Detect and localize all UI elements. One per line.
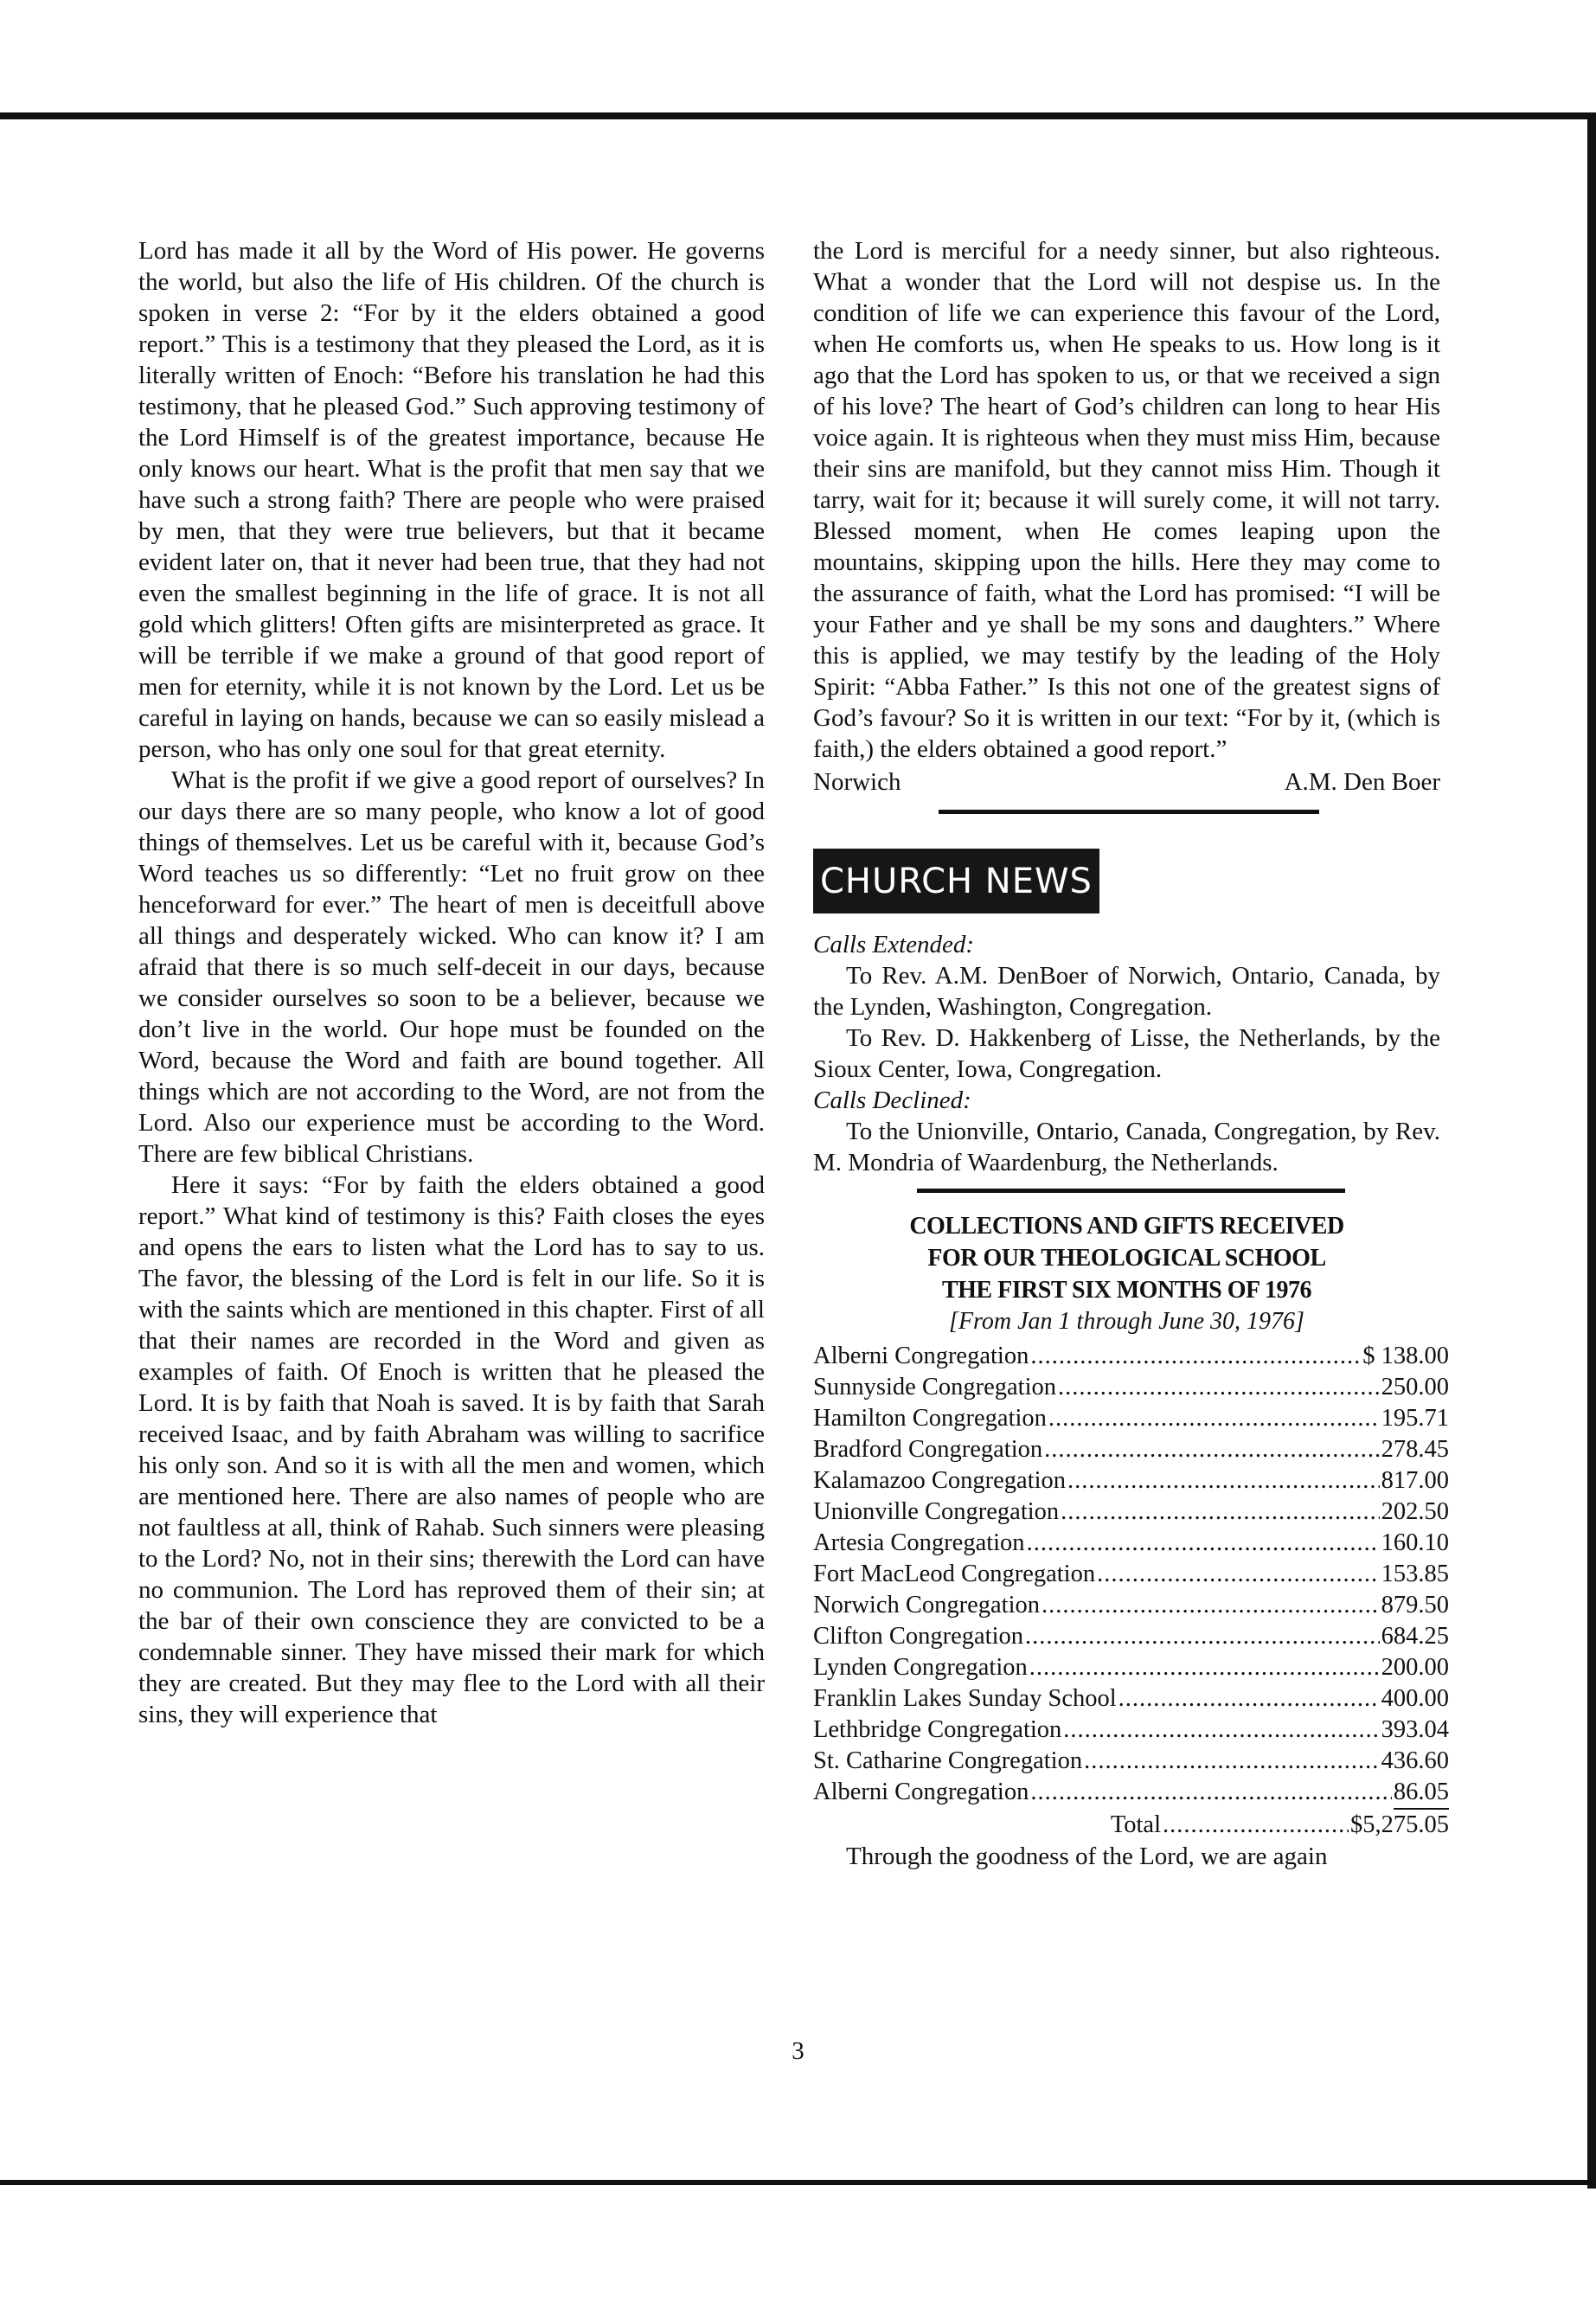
ledger-row bbox=[813, 1715, 1449, 1746]
collections-title-line: COLLECTIONS AND GIFTS RECEIVED bbox=[909, 1213, 1344, 1240]
signature-line bbox=[813, 766, 1440, 798]
amount: 817.00 bbox=[1381, 1467, 1449, 1494]
left-column bbox=[138, 235, 765, 1730]
dot-leader bbox=[1027, 1528, 1380, 1559]
dot-leader bbox=[1029, 1652, 1380, 1683]
congregation-name: Lynden Congregation bbox=[813, 1654, 1028, 1681]
ledger-row bbox=[813, 1559, 1449, 1590]
amount: 393.04 bbox=[1381, 1716, 1449, 1743]
amount: 278.45 bbox=[1381, 1436, 1449, 1463]
amount: 195.71 bbox=[1381, 1405, 1449, 1432]
ledger-row bbox=[813, 1746, 1449, 1777]
amount: 400.00 bbox=[1381, 1685, 1449, 1712]
congregation-name: Sunnyside Congregation bbox=[813, 1374, 1057, 1400]
congregation-name: Alberni Congregation bbox=[813, 1779, 1029, 1805]
church-news-banner: CHURCH NEWS bbox=[813, 849, 1099, 913]
congregation-name: Franklin Lakes Sunday School bbox=[813, 1685, 1117, 1712]
amount: 160.10 bbox=[1381, 1529, 1449, 1556]
signature-name: A.M. Den Boer bbox=[1284, 768, 1440, 796]
ledger-row bbox=[813, 1341, 1449, 1372]
collections-subtitle: [From Jan 1 through June 30, 1976] bbox=[949, 1308, 1304, 1335]
amount: 86.05 bbox=[1394, 1777, 1449, 1810]
dot-leader bbox=[1063, 1715, 1379, 1746]
total-amount: $5,275.05 bbox=[1350, 1811, 1449, 1838]
ledger-row bbox=[813, 1621, 1449, 1652]
signature-place: Norwich bbox=[813, 768, 901, 796]
congregation-name: Artesia Congregation bbox=[813, 1529, 1025, 1556]
ledger-row bbox=[813, 1403, 1449, 1434]
dot-leader bbox=[1030, 1777, 1392, 1808]
call-item: To the Unionville, Ontario, Canada, Congregation, by Rev. M. Mondria of Waardenburg, the Netherlands. bbox=[813, 1118, 1440, 1176]
congregation-name: Lethbridge Congregation bbox=[813, 1716, 1062, 1743]
call-item: To Rev. D. Hakkenberg of Lisse, the Netherlands, by the Sioux Center, Iowa, Congregation. bbox=[813, 1024, 1440, 1083]
dot-leader bbox=[1048, 1403, 1380, 1434]
dot-leader bbox=[1118, 1683, 1380, 1715]
dot-leader bbox=[1044, 1434, 1379, 1465]
ledger-row bbox=[813, 1497, 1449, 1528]
congregation-name: Norwich Congregation bbox=[813, 1592, 1040, 1618]
collections-ledger bbox=[813, 1341, 1449, 1841]
right-column bbox=[813, 235, 1449, 1872]
amount: 250.00 bbox=[1381, 1374, 1449, 1400]
dot-leader bbox=[1097, 1559, 1380, 1590]
ledger-row bbox=[813, 1652, 1449, 1683]
page-number: 3 bbox=[792, 2037, 804, 2065]
congregation-name: St. Catharine Congregation bbox=[813, 1747, 1083, 1774]
scan-top-border bbox=[0, 112, 1596, 119]
congregation-name: Clifton Congregation bbox=[813, 1623, 1024, 1650]
section-divider bbox=[939, 810, 1319, 814]
dot-leader bbox=[1058, 1372, 1380, 1403]
call-item: To Rev. A.M. DenBoer of Norwich, Ontario, Canada, by the Lynden, Washington, Congregation. bbox=[813, 962, 1440, 1021]
amount: 684.25 bbox=[1381, 1623, 1449, 1650]
dot-leader bbox=[1030, 1341, 1361, 1372]
congregation-name: Alberni Congregation bbox=[813, 1343, 1029, 1369]
congregation-name: Bradford Congregation bbox=[813, 1436, 1043, 1463]
amount: $ 138.00 bbox=[1362, 1343, 1449, 1369]
total-label: Total bbox=[1110, 1811, 1161, 1838]
paragraph: the Lord is merciful for a needy sinner, but also righteous. What a wonder that the Lord will not despise us. In the condition of life we can experience this favour of the Lord, when He comforts us, when He speaks to us. How long is it ago that the Lord has spoken to us, or that we received a sign of his love? The heart of God’s children can long to hear His voice again. It is righteous when they must miss Him, because their sins are manifold, but they cannot miss Him. Though it tarry, wait for it; because it will surely come, it will not tarry. Blessed moment, when He comes leaping upon the mountains, skipping upon the hills. Here they may come to the assurance of faith, what the Lord has promised: “I will be your Father and ye shall be my sons and daughters.” Where this is applied, we may testify by the leading of the Holy Spirit: “Abba Father.” Is this not one of the greatest signs of God’s favour? So it is written in our text: “For by it, (which is faith,) the elders obtained a good report.” bbox=[813, 237, 1440, 763]
congregation-name: Fort MacLeod Congregation bbox=[813, 1561, 1096, 1587]
amount: 879.50 bbox=[1381, 1592, 1449, 1618]
ledger-row bbox=[813, 1528, 1449, 1559]
ledger-row bbox=[813, 1777, 1449, 1810]
amount: 202.50 bbox=[1381, 1498, 1449, 1525]
dot-leader bbox=[1163, 1810, 1349, 1841]
congregation-name: Kalamazoo Congregation bbox=[813, 1467, 1067, 1494]
ledger-total-row bbox=[813, 1810, 1449, 1841]
scan-right-border bbox=[1587, 112, 1596, 2189]
calls-declined-heading: Calls Declined: bbox=[813, 1086, 971, 1114]
scan-bottom-border bbox=[0, 2180, 1596, 2185]
dot-leader bbox=[1067, 1465, 1380, 1497]
paragraph: Lord has made it all by the Word of His power. He governs the world, but also the life of His children. Of the church is spoken in verse 2: “For by it the elders obtained a good report.” This is a testimony that they pleased the Lord, as it is literally written of Enoch: “Before his translation he had this testimony, that he pleased God.” Such approving testimony of the Lord Himself is of the greatest importance, because He only knows our heart. What is the profit that men say that we have such a strong faith? There are people who were praised by men, that they were true believers, but that it became evident later on, that it never had been true, that they had not even the smallest beginning in the life of grace. It is not all gold which glitters! Often gifts are misinterpreted as grace. It will be terrible if we make a ground of that good report of men for eternity, while it is not known by the Lord. Let us be careful in laying on hands, because we can so easily mislead a person, who has only one soul for that great eternity. bbox=[138, 237, 765, 763]
amount: 200.00 bbox=[1381, 1654, 1449, 1681]
collections-title bbox=[813, 1210, 1440, 1306]
ledger-row bbox=[813, 1372, 1449, 1403]
congregation-name: Unionville Congregation bbox=[813, 1498, 1060, 1525]
amount: 436.60 bbox=[1381, 1747, 1449, 1774]
section-divider bbox=[917, 1189, 1345, 1193]
paragraph: Through the goodness of the Lord, we are again bbox=[846, 1843, 1328, 1870]
collections-title-line: THE FIRST SIX MONTHS OF 1976 bbox=[941, 1277, 1312, 1304]
dot-leader bbox=[1061, 1497, 1379, 1528]
paragraph: Here it says: “For by faith the elders obtained a good report.” What kind of testimony is this? Faith closes the eyes and opens the ears to listen what the Lord has to say to us. The favor, the blessing of the Lord is felt in our life. So it is with the saints which are mentioned in this chapter. First of all that their names are recorded in the Word and given as examples of faith. Of Enoch is written that he pleased the Lord. It is by faith that Noah is saved. It is by faith that Sarah received Isaac, and by faith Abraham was willing to sacrifice his only son. And so it is with all the men and women, which are mentioned here. There are also names of people who are not faultless at all, think of Rahab. Such sinners were pleasing to the Lord? No, not in their sins; therewith the Lord can have no communion. The Lord has reproved them of their sin; at the bar of their own conscience they are convicted to be a condemnable sinner. They have missed their mark for which they are created. But they may flee to the Lord with all their sins, they will experience that bbox=[138, 1171, 765, 1728]
collections-title-line: FOR OUR THEOLOGICAL SCHOOL bbox=[927, 1245, 1326, 1272]
ledger-row bbox=[813, 1465, 1449, 1497]
ledger-row bbox=[813, 1683, 1449, 1715]
ledger-row bbox=[813, 1590, 1449, 1621]
ledger-row bbox=[813, 1434, 1449, 1465]
dot-leader bbox=[1025, 1621, 1380, 1652]
amount: 153.85 bbox=[1381, 1561, 1449, 1587]
calls-extended-heading: Calls Extended: bbox=[813, 931, 975, 958]
paragraph: What is the profit if we give a good report of ourselves? In our days there are so many people, who know a lot of good things of themselves. Let us be careful with it, because God’s Word teaches us so differently: “Let no fruit grow on thee henceforward for ever.” The heart of men is deceitfull above all things and desperately wicked. Who can know it? I am afraid that there is so much self-deceit in our days, because we consider ourselves so soon to be a believer, because we don’t live in the world. Our hope must be founded on the Word, because the Word and faith are bound together. All things which are not according to the Word, are not from the Lord. Also our experience must be according to the Word. There are few biblical Christians. bbox=[138, 766, 765, 1168]
dot-leader bbox=[1042, 1590, 1380, 1621]
congregation-name: Hamilton Congregation bbox=[813, 1405, 1047, 1432]
dot-leader bbox=[1084, 1746, 1380, 1777]
